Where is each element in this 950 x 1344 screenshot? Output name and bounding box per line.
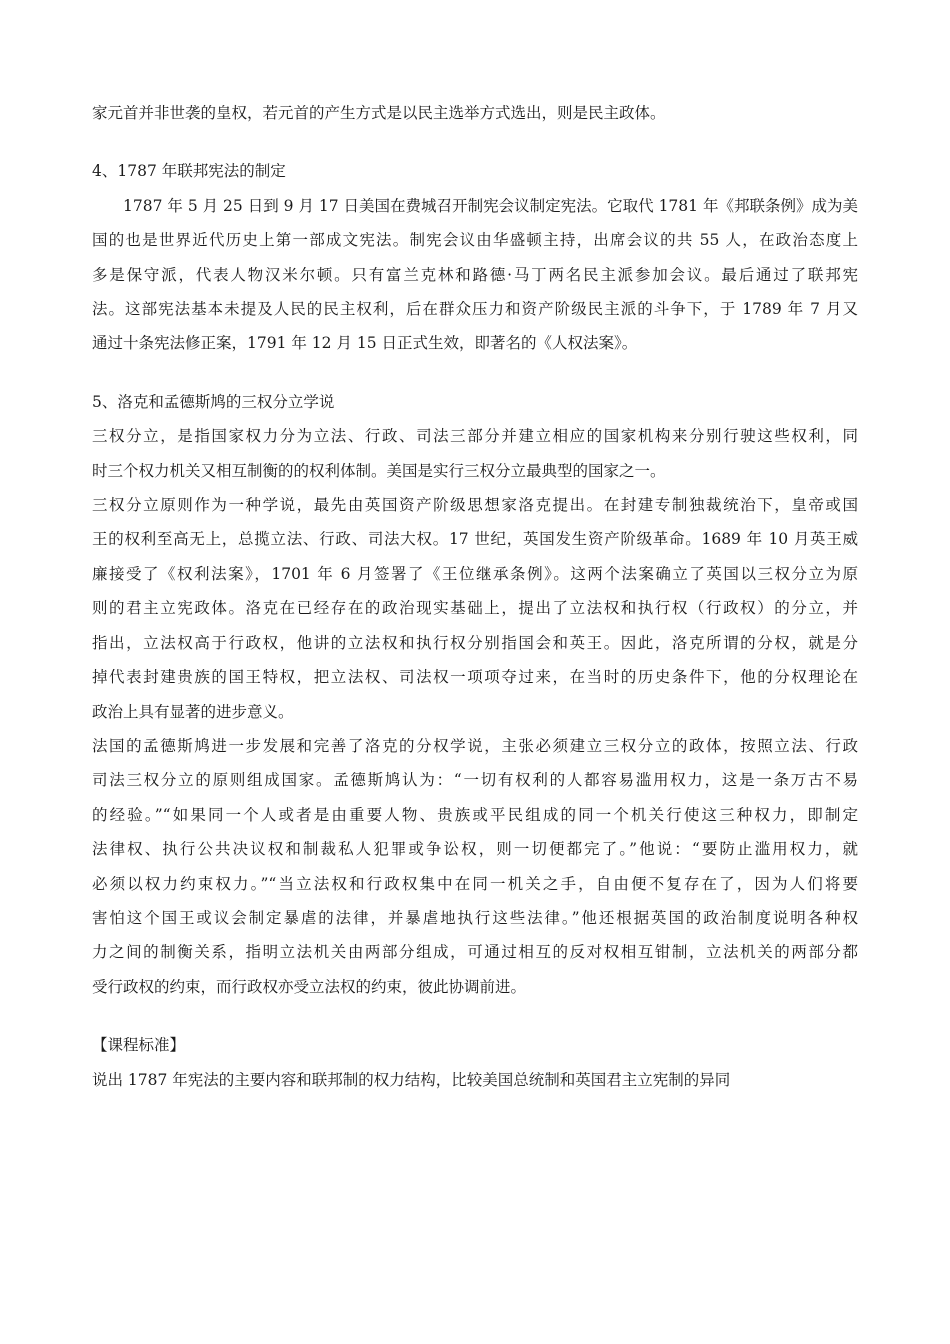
section5-line: 害怕这个国王或议会制定暴虐的法律，并暴虐地执行这些法律。”他还根据英国的政治制度说明各种权 xyxy=(92,908,858,927)
spacer xyxy=(92,130,858,154)
section5-line: 法律权、执行公共决议权和制裁私人犯罪或争讼权，则一切便都完了。”他说：“要防止滥用权力，就 xyxy=(92,840,858,859)
section5-heading: 5、洛克和孟德斯鸠的三权分立学说 xyxy=(92,392,335,411)
section5-line: 法国的孟德斯鸠进一步发展和完善了洛克的分权学说，主张必须建立三权分立的政体，按照立法、行政 xyxy=(92,736,858,755)
section5-line: 三权分立原则作为一种学说，最先由英国资产阶级思想家洛克提出。在封建专制独裁统治下，皇帝或国 xyxy=(92,496,858,515)
section5-line: 时三个权力机关又相互制衡的的权利体制。美国是实行三权分立最典型的国家之一。 xyxy=(92,461,666,480)
section5-line: 必须以权力约束权力。”“当立法权和行政权集中在同一机关之手，自由便不复存在了，因为人们将要 xyxy=(92,874,858,893)
section4-paragraph xyxy=(92,189,858,361)
course-standard-text: 说出 1787 年宪法的主要内容和联邦制的权力结构，比较美国总统制和英国君主立宪制的异同 xyxy=(92,1070,731,1089)
section5-paragraph-2 xyxy=(92,488,858,729)
section5-line: 指出，立法权高于行政权，他讲的立法权和执行权分别指国会和英王。因此，洛克所谓的分权，就是分 xyxy=(92,633,858,652)
section5-line: 廉接受了《权利法案》，1701 年 6 月签署了《王位继承条例》。这两个法案确立了英国以三权分立为原 xyxy=(92,564,858,583)
section4-line: 1787 年 5 月 25 日到 9 月 17 日美国在费城召开制宪会议制定宪法。它取代 1781 年《邦联条例》成为美 xyxy=(123,196,858,215)
section5-line: 政治上具有显著的进步意义。 xyxy=(92,702,294,721)
section5-line: 则的君主立宪政体。洛克在已经存在的政治现实基础上，提出了立法权和执行权（行政权）的分立，并 xyxy=(92,599,858,618)
section4-heading: 4、1787 年联邦宪法的制定 xyxy=(92,162,286,181)
section4-line: 法。这部宪法基本未提及人民的民主权利，后在群众压力和资产阶级民主派的斗争下，于 1789 年 7 月又 xyxy=(92,300,858,319)
spacer xyxy=(92,361,858,385)
section5-paragraph-1 xyxy=(92,419,858,488)
section4-line: 多是保守派，代表人物汉米尔顿。只有富兰克林和路德·马丁两名民主派参加会议。最后通过了联邦宪 xyxy=(92,265,858,284)
section5-line: 的经验。”“如果同一个人或者是由重要人物、贵族或平民组成的同一个机关行使这三种权力，即制定 xyxy=(92,805,858,824)
section4-line: 通过十条宪法修正案，1791 年 12 月 15 日正式生效，即著名的《人权法案》。 xyxy=(92,334,638,353)
section5-line: 司法三权分立的原则组成国家。孟德斯鸠认为：“一切有权利的人都容易滥用权力，这是一条万古不易 xyxy=(92,771,858,790)
section5-line: 掉代表封建贵族的国王特权，把立法权、司法权一项项夺过来，在当时的历史条件下，他的分权理论在 xyxy=(92,668,858,687)
section5-line: 王的权利至高无上，总揽立法、行政、司法大权。17 世纪，英国发生资产阶级革命。1689 年 10 月英王威 xyxy=(92,530,858,549)
section5-line: 受行政权的约束，而行政权亦受立法权的约束，彼此协调前进。 xyxy=(92,977,527,996)
section5-line: 三权分立，是指国家权力分为立法、行政、司法三部分并建立相应的国家机构来分别行驶这些权利，同 xyxy=(92,427,858,446)
course-standard-heading: 【课程标准】 xyxy=(92,1036,186,1055)
spacer xyxy=(92,1004,858,1028)
section5-line: 力之间的制衡关系，指明立法机关由两部分组成，可通过相互的反对权相互钳制，立法机关的两部分都 xyxy=(92,943,858,962)
section4-line: 国的也是世界近代历史上第一部成文宪法。制宪会议由华盛顿主持，出席会议的共 55 人，在政治态度上 xyxy=(92,231,858,250)
section5-paragraph-3 xyxy=(92,729,858,1004)
intro-line: 家元首并非世袭的皇权，若元首的产生方式是以民主选举方式选出，则是民主政体。 xyxy=(92,104,666,122)
